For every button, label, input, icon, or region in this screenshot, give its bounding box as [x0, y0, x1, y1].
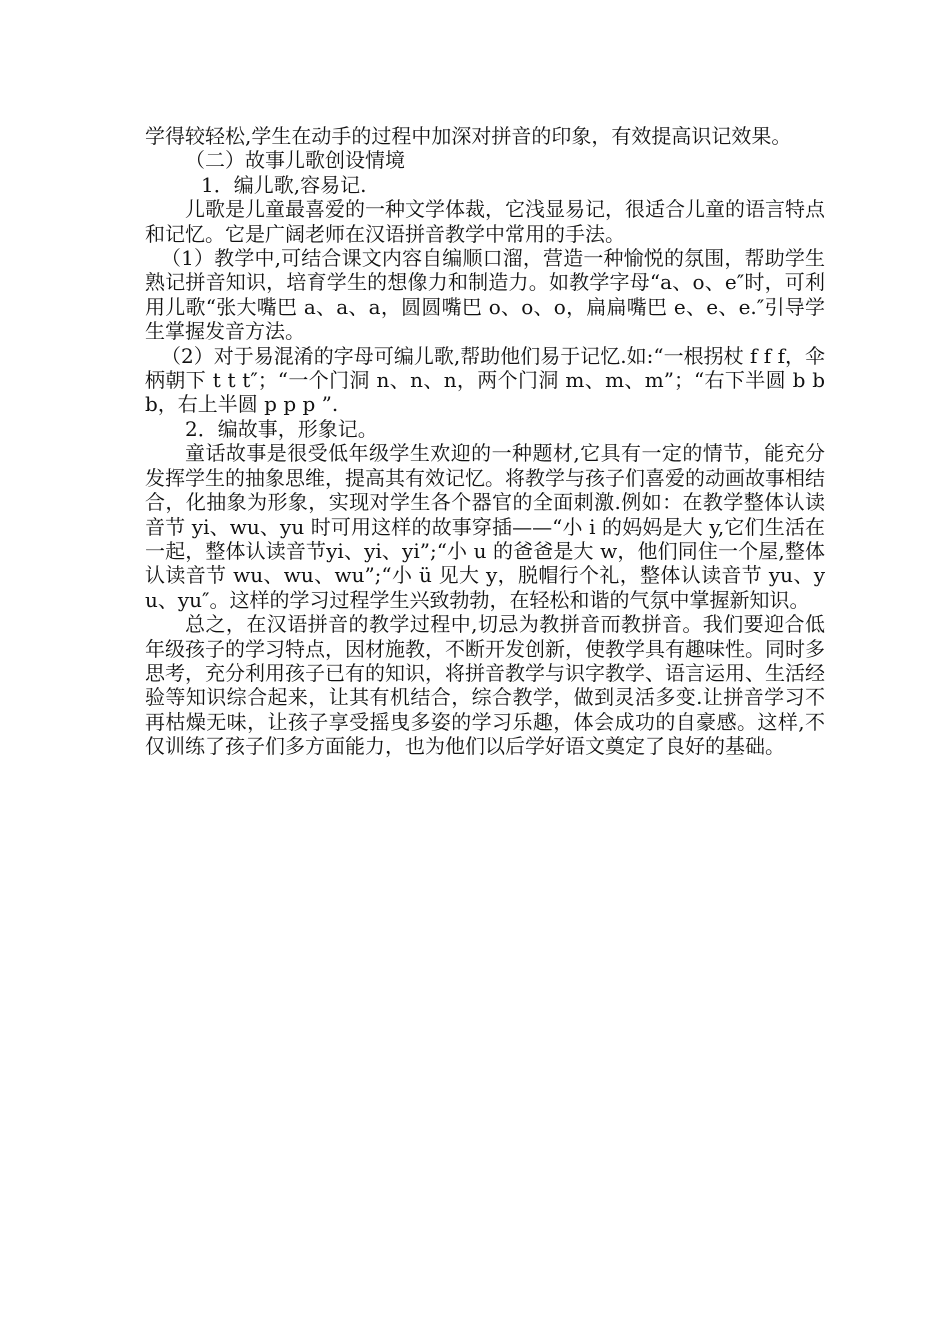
paragraph-songs-point-1: （1）教学中,可结合课文内容自编顺口溜，营造一种愉悦的氛围，帮助学生熟记拼音知识，培育学生的想像力和制造力。如教学字母“a、o、e″时，可利用儿歌“张大嘴巴 a、a、a，圆圆嘴巴 o、o、o，扁扁嘴巴 e、e、e.″引导学生掌握发音方法。: [145, 246, 825, 344]
paragraph-songs-point-2: （2）对于易混淆的字母可编儿歌,帮助他们易于记忆.如:“一根拐杖 f f f，伞柄朝下 t t t″；“一个门洞 n、n、n，两个门洞 m、m、m”；“右下半圆 b b b，右上半圆 p p p ”.: [145, 343, 825, 417]
document-page: [145, 124, 825, 759]
section-heading: （二）故事儿歌创设情境: [185, 148, 405, 173]
paragraph-songs-intro: 儿歌是儿童最喜爱的一种文学体裁，它浅显易记，很适合儿童的语言特点和记忆。它是广阔老师在汉语拼音教学中常用的手法。: [145, 197, 825, 246]
subheading-stories: 2．编故事，形象记。: [185, 416, 378, 441]
subheading-songs: 1．编儿歌,容易记.: [201, 172, 367, 197]
paragraph-continuation: 学得较轻松,学生在动手的过程中加深对拼音的印象，有效提高识记效果。: [145, 124, 792, 148]
paragraph-stories: 童话故事是很受低年级学生欢迎的一种题材,它具有一定的情节，能充分发挥学生的抽象思维，提高其有效记忆。将教学与孩子们喜爱的动画故事相结合，化抽象为形象，实现对学生各个器官的全面刺激.例如：在教学整体认读音节 yi、wu、yu 时可用这样的故事穿插——“小 i 的妈妈是大 y,它们生活在一起，整体认读音节yi、yi、yi”;“小 u 的爸爸是大 w，他们同住一个屋,整体认读音节 wu、wu、wu”;“小 ü 见大 y，脱帽行个礼，整体认读音节 yu、yu、yu″。这样的学习过程学生兴致勃勃，在轻松和谐的气氛中掌握新知识。: [145, 441, 825, 612]
paragraph-conclusion: 总之，在汉语拼音的教学过程中,切忌为教拼音而教拼音。我们要迎合低年级孩子的学习特点，因材施教，不断开发创新，使教学具有趣味性。同时多思考，充分利用孩子已有的知识，将拼音教学与识字教学、语言运用、生活经验等知识综合起来，让其有机结合，综合教学，做到灵活多变.让拼音学习不再枯燥无味，让孩子享受摇曳多姿的学习乐趣，体会成功的自豪感。这样,不仅训练了孩子们多方面能力，也为他们以后学好语文奠定了良好的基础。: [145, 612, 825, 759]
